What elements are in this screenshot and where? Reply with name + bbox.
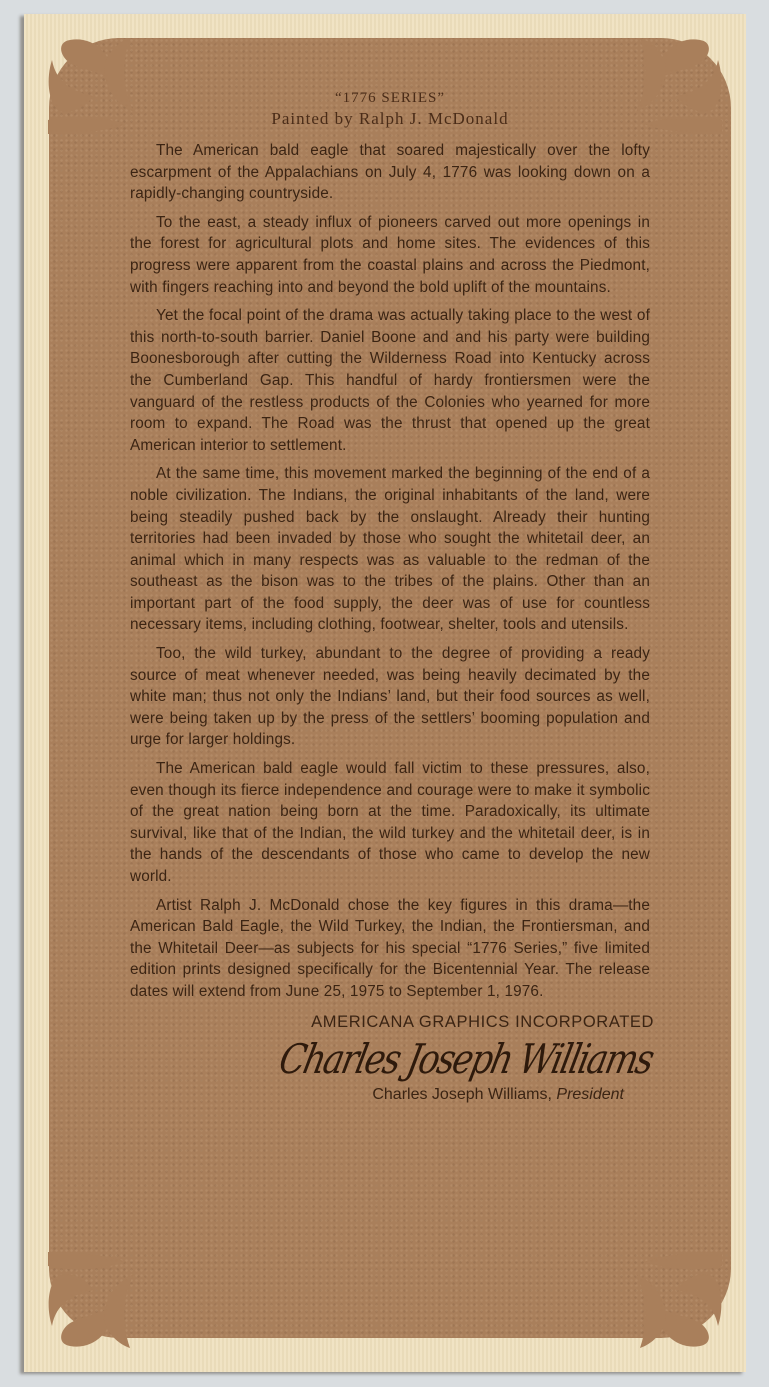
signer-title: President (556, 1085, 624, 1103)
corner-ornament-icon (42, 1246, 152, 1356)
paragraph: At the same time, this movement marked the beginning of the end of a noble civilization. The Indians, the original inhabitants of the land, were being steadily pushed back by the onslaught. Already their hunting territories had been invaded by those who sought the whitetail deer, an animal which in many respects was as valuable to the redman of the southeast as the bison was to the tribes of the plains. Other than an important part of the food supply, the deer was of use for countless necessary items, including clothing, footwear, shelter, tools and utensils. (130, 465, 650, 634)
paragraph: The American bald eagle that soared majestically over the lofty escarpment of the Appalachians on July 4, 1776 was looking down on a rapidly-changing countryside. (130, 142, 650, 203)
company-name: AMERICANA GRAPHICS INCORPORATED (311, 1012, 654, 1031)
series-title: “1776 SERIES” (334, 90, 446, 106)
paragraph: Too, the wild turkey, abundant to the degree of providing a ready source of meat whenever needed, was being heavily decimated by the white man; thus not only the Indians’ land, but their food sources as well, were being taken up by the press of the settlers’ booming population and urge for larger holdings. (130, 645, 650, 749)
paragraph: Yet the focal point of the drama was actually taking place to the west of this north-to-south barrier. Daniel Boone and and his party were building Boonesborough after cutting the Wilderness Road into Kentucky across the Cumberland Gap. This handful of hardy frontiersmen were the vanguard of the restless products of the Colonies who yearned for more room to expand. The Road was the thrust that opened up the great American interior to settlement. (130, 307, 650, 454)
signer-line (130, 1086, 624, 1104)
handwritten-signature: Charles Joseph Williams (274, 1035, 657, 1084)
paragraph: Artist Ralph J. McDonald chose the key figures in this drama—the American Bald Eagle, the Wild Turkey, the Indian, the Frontiersman, and the Whitetail Deer—as subjects for his special “1776 Series,” five limited edition prints designed specifically for the Bicentennial Year. The release dates will extend from June 25, 1975 to September 1, 1976. (130, 896, 650, 1000)
corner-ornament-icon (618, 1246, 728, 1356)
painted-by-line: Painted by Ralph J. McDonald (271, 109, 509, 128)
paragraph: The American bald eagle would fall victim to these pressures, also, even though its fierce independence and courage were to make it symbolic of the great nation being born at the time. Paradoxically, its ultimate survival, like that of the Indian, the wild turkey and the whitetail deer, is in the hands of the descendants of those who came to develop the new world. (130, 760, 650, 885)
document-body (130, 88, 657, 1104)
signer-name: Charles Joseph Williams, (372, 1085, 552, 1103)
paragraph: To the east, a steady influx of pioneers carved out more openings in the forest for agricultural plots and home sites. The evidences of this progress were apparent from the coastal plains and across the Piedmont, with fingers reaching into and beyond the bold uplift of the mountains. (130, 213, 650, 296)
